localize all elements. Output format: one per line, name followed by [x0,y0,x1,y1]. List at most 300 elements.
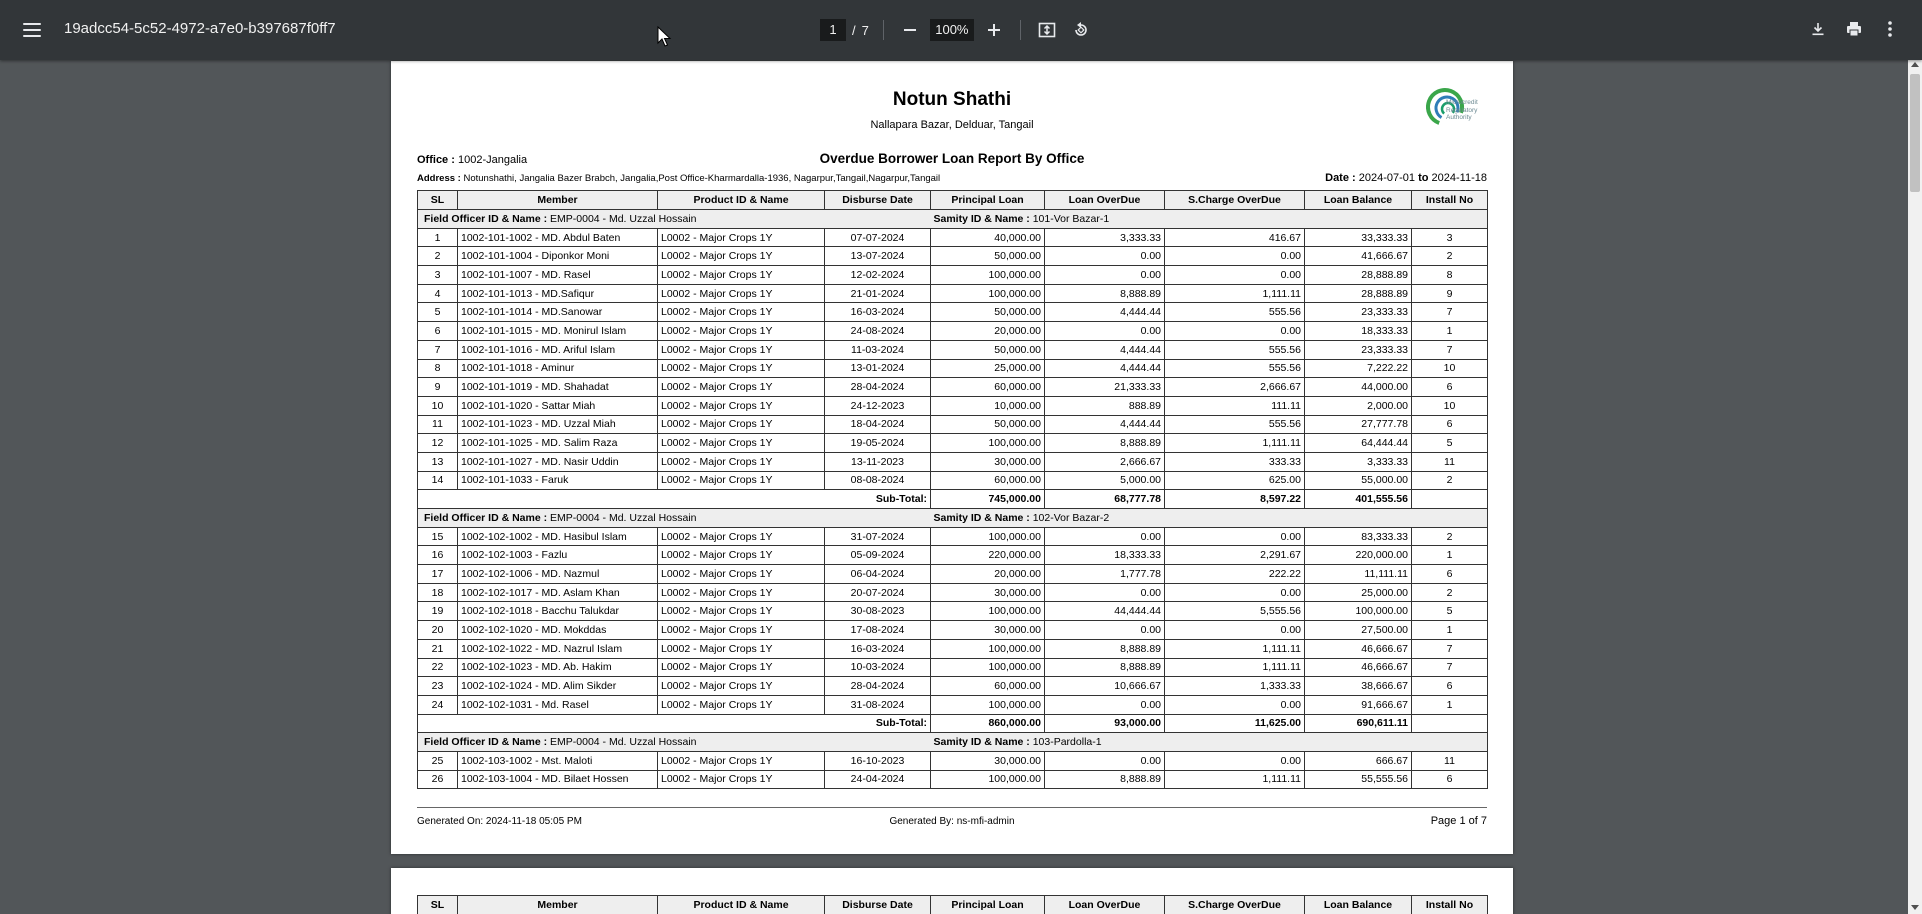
table-cell: 13-07-2024 [825,247,931,266]
zoom-in-icon[interactable] [982,18,1006,42]
logo-text: Microcredit Regulatory Authority [1446,99,1478,121]
table-cell: L0002 - Major Crops 1Y [658,471,825,490]
table-cell: 18-04-2024 [825,415,931,434]
scroll-up-icon[interactable] [1911,62,1919,67]
table-cell: 64,444.44 [1305,434,1412,453]
page-separator: / [852,22,856,38]
table-cell: 30,000.00 [931,583,1045,602]
mouse-cursor-icon [657,26,673,48]
table-cell: 1002-101-1018 - Aminur [458,359,658,378]
table-cell: 07-07-2024 [825,228,931,247]
table-cell: L0002 - Major Crops 1Y [658,247,825,266]
table-cell: 18 [418,583,458,602]
table-cell: 33,333.33 [1305,228,1412,247]
table-cell: L0002 - Major Crops 1Y [658,340,825,359]
field-officer-value: EMP-0004 - Md. Uzzal Hossain [550,511,697,524]
field-officer-cell: Field Officer ID & Name : EMP-0004 - Md. Uzzal Hossain [418,210,931,229]
overdue-loan-table-page-2 [417,895,1488,914]
table-cell: 28,888.89 [1305,266,1412,285]
table-cell: 1 [1412,546,1488,565]
table-cell: 0.00 [1045,247,1165,266]
table-cell: 1002-101-1020 - Sattar Miah [458,396,658,415]
table-cell: 24-04-2024 [825,770,931,789]
table-cell: 0.00 [1165,247,1305,266]
table-cell: 8,888.89 [1045,658,1165,677]
subtotal-empty-cell [1412,714,1488,733]
table-row [418,621,1488,640]
column-header: Disburse Date [825,896,931,914]
vertical-scrollbar[interactable] [1908,60,1922,914]
table-row [418,677,1488,696]
table-cell: 3,333.33 [1045,228,1165,247]
table-cell: 100,000.00 [931,658,1045,677]
table-cell: 10 [1412,396,1488,415]
column-header: S.Charge OverDue [1165,191,1305,210]
table-cell: 20,000.00 [931,565,1045,584]
table-row [418,639,1488,658]
table-cell: 21 [418,639,458,658]
mra-logo [1426,87,1490,133]
table-cell: 5,555.56 [1165,602,1305,621]
table-cell: L0002 - Major Crops 1Y [658,546,825,565]
table-cell: 30,000.00 [931,452,1045,471]
table-cell: L0002 - Major Crops 1Y [658,677,825,696]
table-cell: 100,000.00 [931,434,1045,453]
table-cell: 222.22 [1165,565,1305,584]
table-cell: 5 [1412,434,1488,453]
table-cell: 12 [418,434,458,453]
table-cell: 44,000.00 [1305,378,1412,397]
table-cell: 10 [1412,359,1488,378]
table-cell: 5,000.00 [1045,471,1165,490]
fit-page-icon[interactable] [1035,18,1059,42]
column-header: Principal Loan [931,896,1045,914]
table-cell: 10,000.00 [931,396,1045,415]
column-header: Loan OverDue [1045,191,1165,210]
table-cell: 1002-103-1004 - MD. Bilaet Hossen [458,770,658,789]
subtotal-value: 11,625.00 [1165,714,1305,733]
table-cell: 17-08-2024 [825,621,931,640]
toolbar-divider [883,20,884,40]
table-cell: 0.00 [1165,583,1305,602]
table-cell: 6 [1412,770,1488,789]
print-icon[interactable] [1842,17,1866,41]
table-cell: 0.00 [1165,695,1305,714]
table-cell: L0002 - Major Crops 1Y [658,228,825,247]
table-cell: 0.00 [1165,621,1305,640]
table-cell: 6 [1412,415,1488,434]
table-cell: 1002-102-1023 - MD. Ab. Hakim [458,658,658,677]
table-cell: 50,000.00 [931,340,1045,359]
table-cell: L0002 - Major Crops 1Y [658,284,825,303]
address-value: Notunshathi, Jangalia Bazer Brabch, Jangalia,Post Office-Kharmardalla-1936, Nagarpur,Tangail,Nagarpur,Tangail [463,173,941,184]
pdf-page-2 [391,868,1513,914]
table-cell: 4,444.44 [1045,303,1165,322]
table-cell: 31-07-2024 [825,527,931,546]
table-cell: 26 [418,770,458,789]
table-cell: 4,444.44 [1045,415,1165,434]
table-row [418,247,1488,266]
table-cell: L0002 - Major Crops 1Y [658,452,825,471]
table-cell: 1,111.11 [1165,658,1305,677]
rotate-icon[interactable] [1069,18,1093,42]
table-cell: 1,111.11 [1165,434,1305,453]
table-cell: 0.00 [1165,527,1305,546]
table-cell: 1002-102-1018 - Bacchu Talukdar [458,602,658,621]
table-cell: L0002 - Major Crops 1Y [658,565,825,584]
table-cell: 24-08-2024 [825,322,931,341]
subtotal-value: 690,611.11 [1305,714,1412,733]
table-cell: 31-08-2024 [825,695,931,714]
table-cell: 60,000.00 [931,471,1045,490]
table-cell: 7 [1412,658,1488,677]
table-cell: 1002-101-1007 - MD. Rasel [458,266,658,285]
samity-value: 102-Vor Bazar-2 [1032,511,1110,524]
table-cell: 46,666.67 [1305,658,1412,677]
column-header: Disburse Date [825,191,931,210]
table-cell: 1,111.11 [1165,284,1305,303]
generated-on: Generated On: 2024-11-18 05:05 PM [417,816,582,827]
table-cell: 888.89 [1045,396,1165,415]
table-cell: 11,111.11 [1305,565,1412,584]
table-cell: 16-03-2024 [825,639,931,658]
table-cell: 7,222.22 [1305,359,1412,378]
column-header: Loan Balance [1305,191,1412,210]
table-cell: 2 [1412,527,1488,546]
report-title: Overdue Borrower Loan Report By Office [819,151,1085,166]
table-row [418,322,1488,341]
table-cell: 5 [1412,602,1488,621]
table-cell: 1 [418,228,458,247]
table-cell: 0.00 [1045,527,1165,546]
zoom-level-input[interactable]: 100% [930,19,974,41]
table-cell: 1,111.11 [1165,639,1305,658]
table-cell: 19-05-2024 [825,434,931,453]
table-cell: 23,333.33 [1305,340,1412,359]
table-cell: 30-08-2023 [825,602,931,621]
table-cell: 1002-103-1002 - Mst. Maloti [458,751,658,770]
table-cell: 16 [418,546,458,565]
table-cell: 1002-101-1016 - MD. Ariful Islam [458,340,658,359]
table-cell: 27,777.78 [1305,415,1412,434]
field-officer-value: EMP-0004 - Md. Uzzal Hossain [550,736,697,749]
table-cell: L0002 - Major Crops 1Y [658,621,825,640]
table-cell: L0002 - Major Crops 1Y [658,303,825,322]
column-header: SL [418,896,458,914]
table-cell: 14 [418,471,458,490]
table-cell: 19 [418,602,458,621]
table-cell: 28,888.89 [1305,284,1412,303]
more-options-icon[interactable] [1878,17,1902,41]
samity-cell: Samity ID & Name : 101-Vor Bazar-1 [931,210,1488,229]
table-row [418,228,1488,247]
table-cell: 6 [1412,677,1488,696]
table-cell: 9 [418,378,458,397]
table-cell: 1002-102-1003 - Fazlu [458,546,658,565]
table-cell: 17 [418,565,458,584]
table-cell: 11 [1412,751,1488,770]
table-cell: 41,666.67 [1305,247,1412,266]
table-cell: 7 [1412,303,1488,322]
field-officer-value: EMP-0004 - Md. Uzzal Hossain [550,212,697,225]
table-cell: 1002-101-1033 - Faruk [458,471,658,490]
table-cell: 100,000.00 [931,639,1045,658]
table-row [418,602,1488,621]
total-pages: 7 [861,22,869,38]
menu-icon[interactable] [18,18,46,42]
table-cell: 1002-101-1004 - Diponkor Moni [458,247,658,266]
table-row [418,583,1488,602]
table-cell: 11 [1412,452,1488,471]
subtotal-row [418,714,1488,733]
table-cell: 1002-102-1024 - MD. Alim Sikder [458,677,658,696]
table-cell: 05-09-2024 [825,546,931,565]
table-cell: 2 [418,247,458,266]
table-cell: 20-07-2024 [825,583,931,602]
table-cell: 0.00 [1045,751,1165,770]
table-cell: 30,000.00 [931,621,1045,640]
table-cell: 1002-101-1015 - MD. Monirul Islam [458,322,658,341]
table-cell: 2 [1412,583,1488,602]
table-cell: 9 [1412,284,1488,303]
table-row [418,303,1488,322]
table-cell: 7 [1412,639,1488,658]
table-cell: 1 [1412,621,1488,640]
table-cell: 1002-101-1013 - MD.Safiqur [458,284,658,303]
table-cell: 5 [418,303,458,322]
table-cell: 0.00 [1045,266,1165,285]
table-cell: 1002-102-1022 - MD. Nazrul Islam [458,639,658,658]
download-icon[interactable] [1806,17,1830,41]
table-cell: 60,000.00 [931,378,1045,397]
table-cell: 10,666.67 [1045,677,1165,696]
table-cell: 0.00 [1045,583,1165,602]
table-cell: 50,000.00 [931,415,1045,434]
table-cell: 8,888.89 [1045,639,1165,658]
table-cell: 100,000.00 [931,527,1045,546]
toolbar-divider [1020,20,1021,40]
table-cell: 1 [1412,695,1488,714]
table-cell: 2,000.00 [1305,396,1412,415]
field-officer-cell: Field Officer ID & Name : EMP-0004 - Md. Uzzal Hossain [418,733,931,752]
table-header-row [418,191,1488,210]
table-cell: 1002-101-1023 - MD. Uzzal Miah [458,415,658,434]
table-cell: 333.33 [1165,452,1305,471]
table-cell: 44,444.44 [1045,602,1165,621]
table-cell: 1,777.78 [1045,565,1165,584]
table-cell: L0002 - Major Crops 1Y [658,602,825,621]
table-cell: 3 [418,266,458,285]
table-cell: 0.00 [1045,695,1165,714]
table-row [418,471,1488,490]
table-cell: L0002 - Major Crops 1Y [658,770,825,789]
samity-value: 103-Pardolla-1 [1032,736,1102,749]
table-row [418,452,1488,471]
table-cell: 27,500.00 [1305,621,1412,640]
column-header: Member [458,896,658,914]
zoom-out-icon[interactable] [898,18,922,42]
scrollbar-thumb[interactable] [1910,74,1920,192]
table-cell: 8,888.89 [1045,770,1165,789]
table-cell: 21-01-2024 [825,284,931,303]
table-cell: 24 [418,695,458,714]
table-cell: L0002 - Major Crops 1Y [658,359,825,378]
table-cell: 1002-102-1002 - MD. Hasibul Islam [458,527,658,546]
subtotal-label: Sub-Total: [418,490,931,509]
table-cell: 8 [418,359,458,378]
table-cell: L0002 - Major Crops 1Y [658,415,825,434]
table-row [418,770,1488,789]
table-cell: 6 [1412,378,1488,397]
table-cell: 220,000.00 [931,546,1045,565]
toolbar-actions [1806,17,1902,41]
table-cell: 220,000.00 [1305,546,1412,565]
group-header-row [418,210,1488,229]
table-row [418,565,1488,584]
table-row [418,546,1488,565]
address-info: Address : Notunshathi, Jangalia Bazer Brabch, Jangalia,Post Office-Kharmardalla-1936, Nagarpur,Tangail,Nagarpur,Tangail [417,173,941,184]
table-cell: 11-03-2024 [825,340,931,359]
group-header-row [418,509,1488,528]
table-cell: L0002 - Major Crops 1Y [658,658,825,677]
table-cell: 1,333.33 [1165,677,1305,696]
table-cell: 16-10-2023 [825,751,931,770]
table-cell: 06-04-2024 [825,565,931,584]
table-cell: 3,333.33 [1305,452,1412,471]
table-cell: 13-11-2023 [825,452,931,471]
table-cell: 1002-102-1017 - MD. Aslam Khan [458,583,658,602]
table-cell: 23 [418,677,458,696]
table-cell: 08-08-2024 [825,471,931,490]
table-row [418,266,1488,285]
table-cell: 2,291.67 [1165,546,1305,565]
table-cell: 16-03-2024 [825,303,931,322]
table-cell: 15 [418,527,458,546]
table-cell: 18,333.33 [1305,322,1412,341]
table-row [418,359,1488,378]
date-range: Date : 2024-07-01 to 2024-11-18 [1325,172,1487,184]
subtotal-value: 745,000.00 [931,490,1045,509]
subtotal-value: 401,555.56 [1305,490,1412,509]
page-number-input[interactable]: 1 [820,19,846,41]
table-cell: 38,666.67 [1305,677,1412,696]
page-indicator: Page 1 of 7 [1430,815,1487,827]
table-cell: 1002-101-1019 - MD. Shahadat [458,378,658,397]
table-cell: 416.67 [1165,228,1305,247]
table-cell: 8,888.89 [1045,284,1165,303]
table-cell: 11 [418,415,458,434]
table-header-row [418,896,1488,914]
table-cell: L0002 - Major Crops 1Y [658,751,825,770]
table-row [418,658,1488,677]
table-cell: 1002-101-1002 - MD. Abdul Baten [458,228,658,247]
table-cell: 30,000.00 [931,751,1045,770]
table-cell: 22 [418,658,458,677]
footer-divider [417,807,1487,808]
table-cell: 60,000.00 [931,677,1045,696]
table-cell: 0.00 [1045,621,1165,640]
group-header-row [418,733,1488,752]
table-cell: 100,000.00 [931,770,1045,789]
subtotal-value: 93,000.00 [1045,714,1165,733]
table-cell: 100,000.00 [931,602,1045,621]
table-cell: 3 [1412,228,1488,247]
table-cell: 2,666.67 [1045,452,1165,471]
column-header: Member [458,191,658,210]
table-cell: 100,000.00 [931,266,1045,285]
table-cell: 0.00 [1045,322,1165,341]
column-header: Loan Balance [1305,896,1412,914]
table-cell: 25,000.00 [1305,583,1412,602]
column-header: S.Charge OverDue [1165,896,1305,914]
pdf-toolbar [0,0,1922,60]
scroll-down-icon[interactable] [1911,905,1919,910]
table-row [418,695,1488,714]
table-cell: 91,666.67 [1305,695,1412,714]
overdue-loan-table [417,190,1488,789]
table-cell: 10-03-2024 [825,658,931,677]
table-row [418,284,1488,303]
column-header: Install No [1412,191,1488,210]
table-cell: 1 [1412,322,1488,341]
table-cell: 25,000.00 [931,359,1045,378]
table-cell: 111.11 [1165,396,1305,415]
table-cell: 23,333.33 [1305,303,1412,322]
column-header: Principal Loan [931,191,1045,210]
column-header: Install No [1412,896,1488,914]
table-cell: L0002 - Major Crops 1Y [658,434,825,453]
pdf-page-1 [391,61,1513,854]
samity-cell: Samity ID & Name : 103-Pardolla-1 [931,733,1488,752]
subtotal-row [418,490,1488,509]
table-cell: 6 [418,322,458,341]
table-cell: 4,444.44 [1045,359,1165,378]
office-info: Office : 1002-Jangalia [417,154,528,166]
table-cell: 1002-101-1027 - MD. Nasir Uddin [458,452,658,471]
table-cell: 100,000.00 [931,695,1045,714]
table-cell: 28-04-2024 [825,677,931,696]
table-cell: L0002 - Major Crops 1Y [658,639,825,658]
table-cell: L0002 - Major Crops 1Y [658,695,825,714]
field-officer-cell: Field Officer ID & Name : EMP-0004 - Md. Uzzal Hossain [418,509,931,528]
subtotal-value: 860,000.00 [931,714,1045,733]
table-cell: 7 [418,340,458,359]
table-cell: 1002-102-1031 - Md. Rasel [458,695,658,714]
table-cell: 25 [418,751,458,770]
table-row [418,434,1488,453]
table-cell: 28-04-2024 [825,378,931,397]
table-cell: 100,000.00 [931,284,1045,303]
subtotal-label: Sub-Total: [418,714,931,733]
table-cell: 2 [1412,247,1488,266]
table-cell: L0002 - Major Crops 1Y [658,396,825,415]
column-header: Product ID & Name [658,896,825,914]
samity-value: 101-Vor Bazar-1 [1032,212,1110,225]
column-header: SL [418,191,458,210]
office-value: 1002-Jangalia [457,154,528,166]
table-cell: 6 [1412,565,1488,584]
table-cell: 1,111.11 [1165,770,1305,789]
table-cell: 1002-102-1006 - MD. Nazmul [458,565,658,584]
table-cell: L0002 - Major Crops 1Y [658,583,825,602]
table-cell: 555.56 [1165,359,1305,378]
table-cell: 2,666.67 [1165,378,1305,397]
table-cell: 4 [418,284,458,303]
generated-by: Generated By: ns-mfi-admin [889,816,1015,827]
subtotal-value: 68,777.78 [1045,490,1165,509]
table-cell: 100,000.00 [1305,602,1412,621]
table-cell: 46,666.67 [1305,639,1412,658]
